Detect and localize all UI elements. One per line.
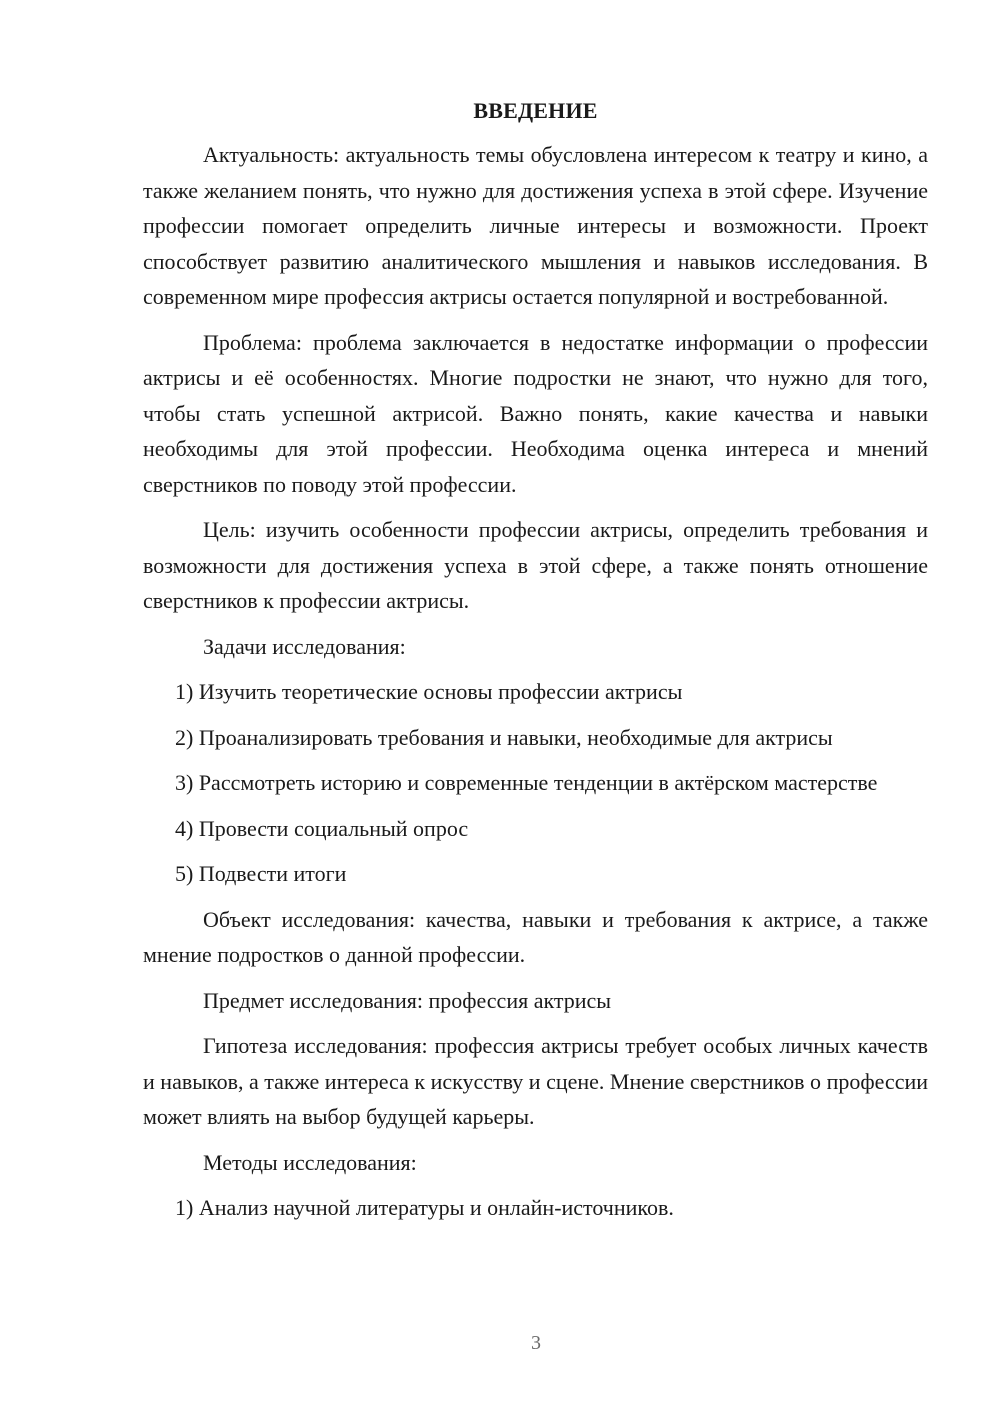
tasks-heading: Задачи исследования: <box>203 633 406 659</box>
method-item: 1) Анализ научной литературы и онлайн-источников. <box>175 1195 674 1220</box>
paragraph-relevance: Актуальность: актуальность темы обусловлена интересом к театру и кино, а также желанием понять, что нужно для достижения успеха в этой сфере. Изучение профессии помогает определить личные интересы и возможности. Проект способствует развитию аналитического мышления и навыков исследования. В современном мире профессия актрисы остается популярной и востребованной. <box>143 142 928 309</box>
paragraph-object: Объект исследования: качества, навыки и требования к актрисе, а также мнение подростков о данной профессии. <box>143 906 928 967</box>
paragraph-problem: Проблема: проблема заключается в недостатке информации о профессии актрисы и её особенностях. Многие подростки не знают, что нужно для того, чтобы стать успешной актрисой. Важно понять, какие качества и навыки необходимы для этой профессии. Необходима оценка интереса и мнений сверстников по поводу этой профессии. <box>143 329 928 497</box>
section-title: ВВЕДЕНИЕ <box>473 98 598 123</box>
task-item: 3) Рассмотреть историю и современные тенденции в актёрском мастерстве <box>175 770 878 795</box>
task-item: 2) Проанализировать требования и навыки, необходимые для актрисы <box>175 724 833 750</box>
methods-heading: Методы исследования: <box>203 1149 417 1175</box>
paragraph-subject: Предмет исследования: профессия актрисы <box>203 987 612 1013</box>
document-page <box>143 95 928 1226</box>
task-item: 4) Провести социальный опрос <box>175 815 469 841</box>
paragraph-hypothesis: Гипотеза исследования: профессия актрисы требует особых личных качеств и навыков, а также интереса к искусству и сцене. Мнение сверстников о профессии может влиять на выбор будущей карьеры. <box>143 1033 928 1129</box>
task-item: 1) Изучить теоретические основы профессии актрисы <box>175 679 683 704</box>
task-item: 5) Подвести итоги <box>175 861 347 886</box>
paragraph-goal: Цель: изучить особенности профессии актрисы, определить требования и возможности для достижения успеха в этой сфере, а также понять отношение сверстников к профессии актрисы. <box>143 517 928 613</box>
page-number: 3 <box>531 1332 541 1354</box>
